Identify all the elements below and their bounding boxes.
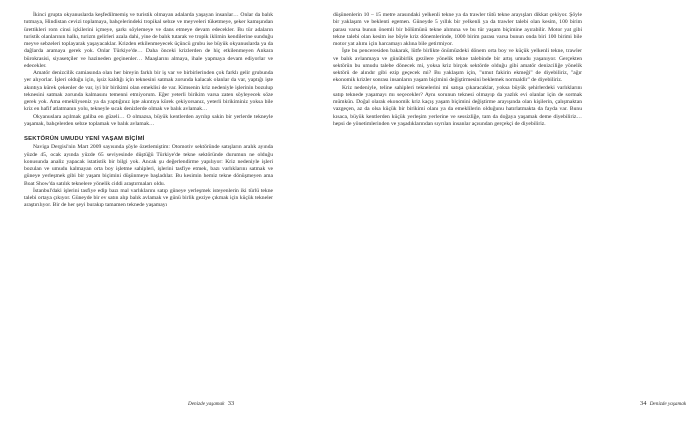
paragraph: Okyanuslara açılmak galiba en güzeli… O olmazsa, büyük kentlerden ayrılıp sakin bir yerlerde tekneyle yaşamak, bahçelerden sebze toplamak ve balık avlamak… [24,113,273,127]
paragraph: İkinci grupta okyanuslarda keşfedilmemiş ve turistik olmayan adalarda yaşayan insanlar… Onlar da balık tutmaya, Hindistan cevizi toplamaya, bahçelerindeki tropikal sebze ve meyveleri tüketmeye, şeker kamışından ürettikleri rom cinsi içkilerini içmeye, şarkı söylemeye ve dans etmeye devam edecekler. Bu tür adaların turistik olanlarının halkı, turizm gelirleri azala dahi, yine de balık tutarak ve tropik iklimin kendilerine sunduğu meyve sebzeleri toplayarak yaşayacaklar. Krizden etkilenmeyecek üçüncü grubu ise büyük okyanuslarda ya da dağlarda aramaya gerek yok. Onlar Türkiye'de… Daha önceki krizlerden de hiç etkilenmeyen Ankara bürokrasisi, siyasetçiler ve hazineden geçinenler… Maaşlarını almaya, ihale yapmaya devam ediyorlar ve edecekler. [24,12,274,69]
page-number: 34 [640,400,647,407]
page-number: 33 [227,400,235,407]
page-footer-right [638,400,686,407]
running-footer-title: Denizde yaşamak [188,401,225,407]
left-page [0,0,300,427]
running-footer-title: Denizde yaşamak [649,401,686,407]
paragraph: Amatör denizcilik camiasında olan her bireyin farklı bir iş var ve birbirlerinden çok farklı gelir grubunda yer alıyorlar. İşleri olduğu için, işsiz kaldığı için teknesini satmak zorunda kalacak olanlar da var, yaptığı işte akıntıya kürek çekenler de var, iyi bir birikimi olan emeklisi de var. Kimsenin kriz nedeniyle işlerinin bozulup teknesini satmak zorunda kalmasını temenni etmiyorum. Eğer yeterli birikim varsa zaten söyleyecek söze gerek yok. Ama emekliyseniz ya da yaptığınız işte akıntıya kürek çekiyorsanız, yeterli birikiminiz yoksa bile kriz en hafif atlatmanın yolu, tekneyle sıcak denizlerde olmak ve balık avlamak… [24,70,273,113]
paragraph: İşte bu penceresiden bakarak, lütfe birlikte önümüzdeki dönem orta boy ve küçük yelkenli tekne, trawler ve balık avlanmaya ve günübirlik gezilere yönelik tekne talebinde bir artış umudu yaşanıyor. Gerçekten sektörün bu umudu talebe dönecek mi, yoksa kriz birçok sektörde olduğu gibi amatör denizciliğe yönelik sektörü de alındır gibi ezip geçecek mi? Bu yaklaşım için, "umut fakirin ekmeği" de diyebiliriz, "ağır ekonomik krizler sonrası insanların yaşam biçimini değiştirmesini beklemek normaldir" de diyebiliriz. [333,48,582,84]
page-footer-left [188,400,236,407]
left-text-column [24,12,273,210]
section-heading: SEKTÖRÜN UMUDU YENİ YAŞAM BİÇİMİ [24,136,145,142]
paragraph: düşünenlerin 10 – 15 metre arasındaki yelkenli tekne ya da trawler tütü tekne arayışları dikkat çekiyor. Şöyle bir yaklaşım ve beklenti egemen. Güneyde 5 yıllık bir yelkenli ya da trawler talebi olan kesim, 100 birim parası varsa bunun önemli bir bölümünü tekne alımına ve bu tür yaşam biçimine ayırabilir. Motor yat gibi tekne talebi olan kesim ise böyle kriz dönemlerinde, 1000 birim parası varsa bunun onda biri 100 birimi bile motor yat alımı için harcamayı aklına bile getirmiyor. [333,12,582,47]
right-text-column [333,12,582,128]
paragraph: Kriz nedeniyle, teline sahipleri teknelerini mi satışa çıkaracaklar, yoksa büyük şehirlerdeki varlıklarını satıp teknede yaşamayı mı seçecekler? Aynı sorunun teknesi olmayıp da yazlık evi olanlar için de sormak mümkün. Doğal olarak ekonomik kriz kaçış yaşam biçimini değiştirme arayışında olan kişilerin, çalışmaktan vazgeçen, az da olsa küçük bir birikimi olanı ya da emeklilerin olduğunu hatırlatmakta da fayda var. Bunu kısaca, büyük kentlerden küçük yerleşim yerlerine ve sessizliğe, tam da doğaya yaşamak deme diyebiliriz… hepsi de yönetimlerinden ve yaşadıklarından sıyrılan insanlar açısından gerçekçi de diyebiliriz. [333,84,582,127]
paragraph: İstanbul'daki işlerini tasfiye edip bazı mal varlıklarını satıp güneye yerleşmek isteyenlerin iki türlü tekne talebi ortaya çıkıyor. Güneyde bir ev satın alıp balık avlamak ve günü birlik geziye çıkmak için küçük tekneler araştırılıyor. Bir de her şeyi burakıp tamamen teknede yaşamayı [24,187,273,209]
right-page [300,0,686,427]
paragraph: Naviga Dergisi'nin Mart 2009 sayısında şöyle özetlemiştim: Otomotiv sektöründe satışların aralık ayında yüzde 45, ocak ayında yüzde 65 seviyesinde düştüğü Türkiye'de tekne sektöründe durumun ne olduğu konusunda analiz yapacak istatistik bir bilgi yok. Ancak şu değerlendirme yapılıyor: Kriz nedeniyle işleri bozulan ve umudu kalmayan orta boy işletme sahipleri, işlerini tasfiye etmek, bazı varlıklarını satmak ve güneye yerleşmek gibi bir yaşam biçimini düşünmeye başladılar. Bu kesimin hemiz tekne dönüşmeyen ama Boat Show'da satılık teknelere yönelik ciddi araştırmaları oldu. [24,144,273,187]
